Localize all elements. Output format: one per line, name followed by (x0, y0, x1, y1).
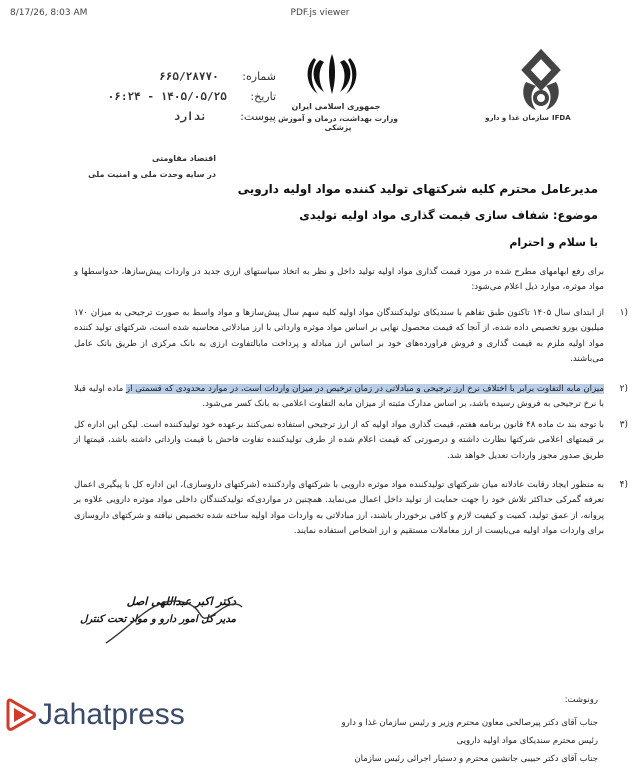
letter-page (6, 28, 634, 781)
item-number: ۱) (619, 308, 628, 318)
item-paragraph: به منظور ایجاد رقابت عادلانه میان شرکتهای تولیدکننده مواد موثره دارویی با شرکتهای واردکننده (شرکتهای داروسازی)، این اداره کل با پیگیری اعمال تعرفه گمرکی حداکثر تلاش خود را جهت حمایت از تولید داخل اعمال می‌نماید. همچنین در مواردی‌که تولیدکنندگان داخلی مواد موثره دارویی علاوه بر پروانه، از عمق تولید، کمیت و کیفیت لازم و کافی برخوردار باشند، ارز مبادلاتی به واردات مواد اولیه ساخته شده تخصیص نیافته و شرکتهای داروسازی برای واردات مواد اولیه می‌بایست از ارز معاملات مستقیم و ارز اشخاص استفاده نمایند. (74, 480, 604, 537)
item-paragraph: میزان مابه التفاوت برابر با اختلاف نرخ ارز ترجیحی و مبادلاتی در زمان ترخیص در میزان واردات است، در موارد محدودی که قسمتی از ماده اولیه قبلا با نرخ ترجیحی به فروش رسیده باشد، بر اساس مدارک مثبته از میزان مابه التفاوت اعلامی به بانک کسر می‌شود. (74, 384, 605, 410)
play-triangle-icon (6, 698, 36, 732)
intro-paragraph: برای رفع ابهامهای مطرح شده در مورد قیمت گذاری مواد اولیه تولید داخل و نظر به اتخاذ سیاستهای ارزی جدید در واردات پیش‌سازها، حدواسطها و مواد موثره، موارد ذیل اعلام می‌شود: (74, 267, 604, 293)
signature-name: دکتر اکبر عبداللهی اصل (126, 595, 236, 608)
signature-title: مدیر کل امور دارو و مواد تحت کنترل (80, 614, 236, 625)
watermark-brand: Jahatpress (38, 698, 185, 731)
handwritten-signature (96, 583, 246, 653)
iran-emblem-icon (302, 50, 362, 98)
ministry-name: وزارت بهداشت، درمان و آموزش پزشکی (278, 114, 398, 132)
item-number: ۲) (619, 384, 628, 394)
cc-label: رونوشت: (564, 695, 598, 705)
greeting: با سلام و احترام (509, 236, 598, 249)
item-number: ۳) (619, 420, 628, 430)
addressee: مدیرعامل محترم کلیه شرکتهای تولید کننده مواد اولیه دارویی (237, 182, 598, 196)
ifda-logo-icon (506, 48, 576, 118)
highlighted-text: میزان مابه التفاوت برابر با اختلاف نرخ ارز ترجیحی و مبادلاتی در زمان ترخیص در میزان واردات است، در موارد محدودی که قسمتی از (125, 384, 605, 394)
subject: موضوع: شفاف سازی قیمت گذاری مواد اولیه تولیدی (299, 208, 598, 222)
slogan-line-2: در سایه وحدت ملی و امنیت ملی (88, 170, 216, 179)
cc-item: جناب آقای دکتر پیرصالحی معاون محترم وزیر و رئیس سازمان غذا و دارو (341, 718, 598, 728)
letter-attachment: پیوست: ندارد (173, 110, 276, 123)
cc-item: رئیس محترم سندیکای مواد اولیه دارویی (456, 736, 598, 746)
viewer-title: PDF.js viewer (290, 8, 350, 18)
ifda-name: سازمان غذا و دارو (485, 114, 549, 122)
browser-header (0, 0, 640, 28)
slogan-line-1: اقتصاد مقاومتی (151, 154, 216, 163)
letter-number: شماره: ۶۶۵/۲۸۷۷۰ (159, 70, 276, 83)
item-paragraph: از ابتدای سال ۱۴۰۵ تاکنون طبق تفاهم با سندیکای تولیدکنندگان مواد اولیه کلیه سهم سال پیش‌سازها و مواد واسط به صورت ترجیحی به میزان ۱۷۰ میلیون یورو تخصیص داده شده، از آنجا که قیمت محصول نهایی بر اساس مواد موثره وارداتی با ارز مبادلاتی محاسبه شده است، شرکتهای تولید کننده مواد اولیه ملزم به قیمت گذاری و فروش فراورده‌های خود بر اساس ارز مبادله و پرداخت مابالتفاوت ارزی به بانک مرکزی از طریق بانک عامل می‌باشند. (74, 308, 604, 365)
item-number: ۴) (619, 480, 628, 490)
letter-date: تاریخ: ۱۴۰۵/۰۵/۲۵ - ۰۶:۲۴ (107, 90, 276, 103)
item-paragraph: با توجه بند ث ماده ۴۸ قانون برنامه هفتم، قیمت گذاری مواد اولیه که از ارز ترجیحی استفاده نمی‌کنند برعهده خود تولیدکننده است. لیکن این اداره کل بر قیمتهای اعلامی شرکتها نظارت داشته و درصورتی که قیمت اعلام شده از طرف تولیدکننده تفاوت فاحش با قیمت وارداتی داشته باشد، قیمتها از طریق صدور مجوز واردات تعدیل خواهد شد. (74, 420, 604, 461)
print-timestamp: 8/17/26, 8:03 AM (10, 8, 88, 18)
ifda-abbr: IFDA (552, 114, 571, 122)
gov-name: جمهوری اسلامی ایران (291, 102, 381, 111)
cc-item: جناب آقای دکتر حبیبی جانشین محترم و دستیار اجرائی رئیس سازمان (354, 754, 598, 764)
